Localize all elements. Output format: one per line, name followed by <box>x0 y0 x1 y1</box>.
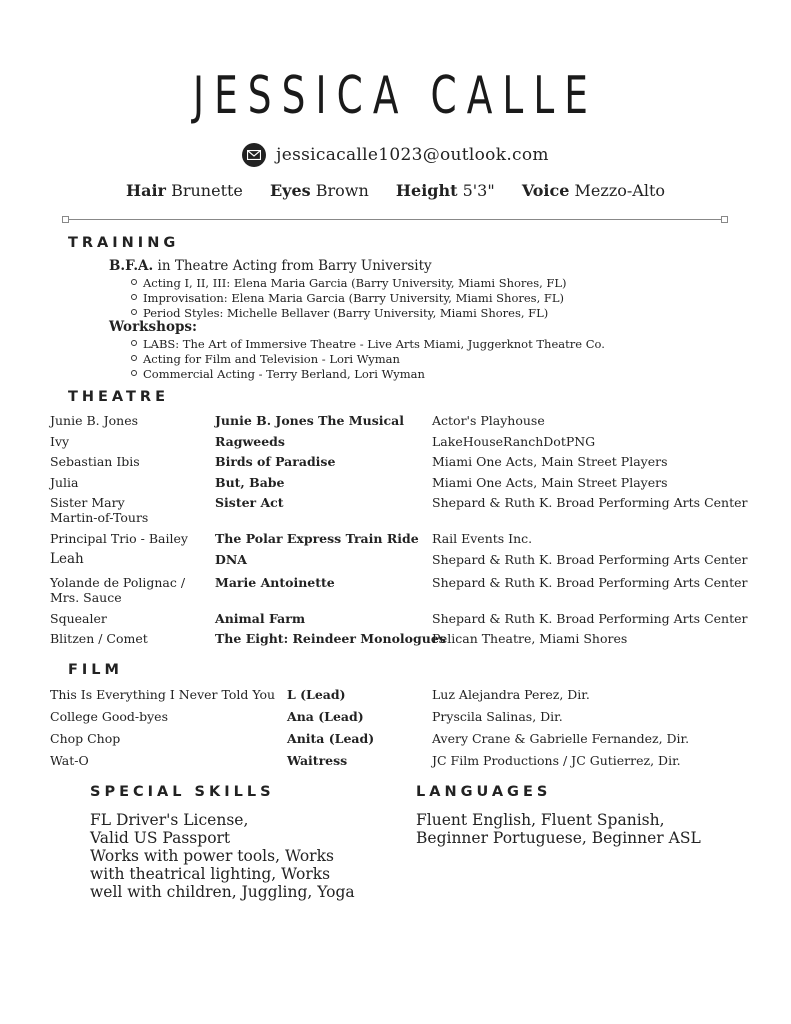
degree-item: Period Styles: Michelle Bellaver (Barry University, Miami Shores, FL) <box>131 306 567 321</box>
theatre-company: Actor's Playhouse <box>432 413 545 428</box>
theatre-company: Miami One Acts, Main Street Players <box>432 475 668 490</box>
hair-value: Brunette <box>171 181 243 200</box>
theatre-heading: THEATRE <box>68 389 169 405</box>
film-title: College Good-byes <box>50 709 168 724</box>
degree-item: Improvisation: Elena Maria Garcia (Barry University, Miami Shores, FL) <box>131 291 567 306</box>
skill-line: with theatrical lighting, Works <box>90 865 331 883</box>
degree-list <box>131 276 567 321</box>
theatre-production: Animal Farm <box>215 611 306 626</box>
theatre-role: Sebastian Ibis <box>50 454 140 469</box>
skill-line: well with children, Juggling, Yoga <box>90 883 355 901</box>
theatre-role: Squealer <box>50 611 107 626</box>
special-skills-list <box>90 811 355 901</box>
film-director: Luz Alejandra Perez, Dir. <box>432 687 590 702</box>
language-line: Beginner Portuguese, Beginner ASL <box>416 829 701 847</box>
workshops-label: Workshops: <box>109 319 197 335</box>
workshop-item: LABS: The Art of Immersive Theatre - Live Arts Miami, Juggerknot Theatre Co. <box>131 337 605 352</box>
theatre-production: Birds of Paradise <box>215 454 336 469</box>
degree-line <box>109 258 432 274</box>
film-heading: FILM <box>68 662 123 678</box>
theatre-role: Principal Trio - Bailey <box>50 531 188 546</box>
film-title: Chop Chop <box>50 731 121 746</box>
resume-name: JESSICA CALLE <box>192 66 599 126</box>
degree-label: B.F.A. <box>109 258 154 274</box>
theatre-role: Leah <box>50 551 84 567</box>
divider <box>66 219 725 220</box>
eyes-value: Brown <box>315 181 369 200</box>
languages-list <box>416 811 701 847</box>
theatre-production: Ragweeds <box>215 434 285 449</box>
theatre-company: Shepard & Ruth K. Broad Performing Arts Center <box>432 575 748 590</box>
theatre-company: Shepard & Ruth K. Broad Performing Arts Center <box>432 495 748 510</box>
theatre-production: Sister Act <box>215 495 284 510</box>
theatre-company: LakeHouseRanchDotPNG <box>432 434 596 449</box>
training-heading: TRAINING <box>68 235 180 251</box>
theatre-production: But, Babe <box>215 475 285 490</box>
film-director: JC Film Productions / JC Gutierrez, Dir. <box>432 753 681 768</box>
theatre-production: The Polar Express Train Ride <box>215 531 419 546</box>
workshop-list <box>131 337 605 382</box>
theatre-role: Blitzen / Comet <box>50 631 148 646</box>
eyes-label: Eyes <box>269 181 311 200</box>
theatre-production: Junie B. Jones The Musical <box>215 413 404 428</box>
film-title: Wat-O <box>50 753 89 768</box>
theatre-role: Ivy <box>50 434 70 449</box>
film-role: Anita (Lead) <box>287 731 375 746</box>
film-title: This Is Everything I Never Told You <box>50 687 276 702</box>
degree-item: Acting I, II, III: Elena Maria Garcia (Barry University, Miami Shores, FL) <box>131 276 567 291</box>
hair-label: Hair <box>125 181 166 200</box>
skill-line: Works with power tools, Works <box>90 847 334 865</box>
email-row <box>0 143 791 167</box>
theatre-company: Rail Events Inc. <box>432 531 533 546</box>
theatre-role: Julia <box>50 475 79 490</box>
theatre-role: Sister Mary Martin-of-Tours <box>50 495 149 525</box>
film-director: Pryscila Salinas, Dir. <box>432 709 563 724</box>
voice-value: Mezzo-Alto <box>574 181 666 200</box>
degree-text: in Theatre Acting from Barry University <box>157 258 432 274</box>
height-label: Height <box>395 181 458 200</box>
workshop-item: Acting for Film and Television - Lori Wyman <box>131 352 605 367</box>
theatre-production: DNA <box>215 552 247 567</box>
theatre-role: Junie B. Jones <box>50 413 139 428</box>
film-role: L (Lead) <box>287 687 346 702</box>
film-role: Ana (Lead) <box>287 709 364 724</box>
email-address[interactable]: jessicacalle1023@outlook.com <box>276 145 549 165</box>
divider-end-right <box>721 216 728 223</box>
film-director: Avery Crane & Gabrielle Fernandez, Dir. <box>432 731 690 746</box>
languages-heading: LANGUAGES <box>416 784 552 800</box>
workshop-item: Commercial Acting - Terry Berland, Lori Wyman <box>131 367 605 382</box>
language-line: Fluent English, Fluent Spanish, <box>416 811 665 829</box>
theatre-production: The Eight: Reindeer Monologues <box>215 631 446 646</box>
theatre-company: Shepard & Ruth K. Broad Performing Arts Center <box>432 611 748 626</box>
skill-line: Valid US Passport <box>90 829 231 847</box>
theatre-role: Yolande de Polignac / Mrs. Sauce <box>50 575 186 605</box>
theatre-company: Miami One Acts, Main Street Players <box>432 454 668 469</box>
theatre-company: Shepard & Ruth K. Broad Performing Arts Center <box>432 552 748 567</box>
height-value: 5'3" <box>462 181 495 200</box>
divider-end-left <box>62 216 69 223</box>
theatre-production: Marie Antoinette <box>215 575 335 590</box>
film-role: Waitress <box>287 753 348 768</box>
theatre-company: Pelican Theatre, Miami Shores <box>432 631 628 646</box>
voice-label: Voice <box>521 181 570 200</box>
skill-line: FL Driver's License, <box>90 811 249 829</box>
special-skills-heading: SPECIAL SKILLS <box>90 784 275 800</box>
physical-stats <box>0 181 791 200</box>
envelope-icon <box>242 143 266 167</box>
